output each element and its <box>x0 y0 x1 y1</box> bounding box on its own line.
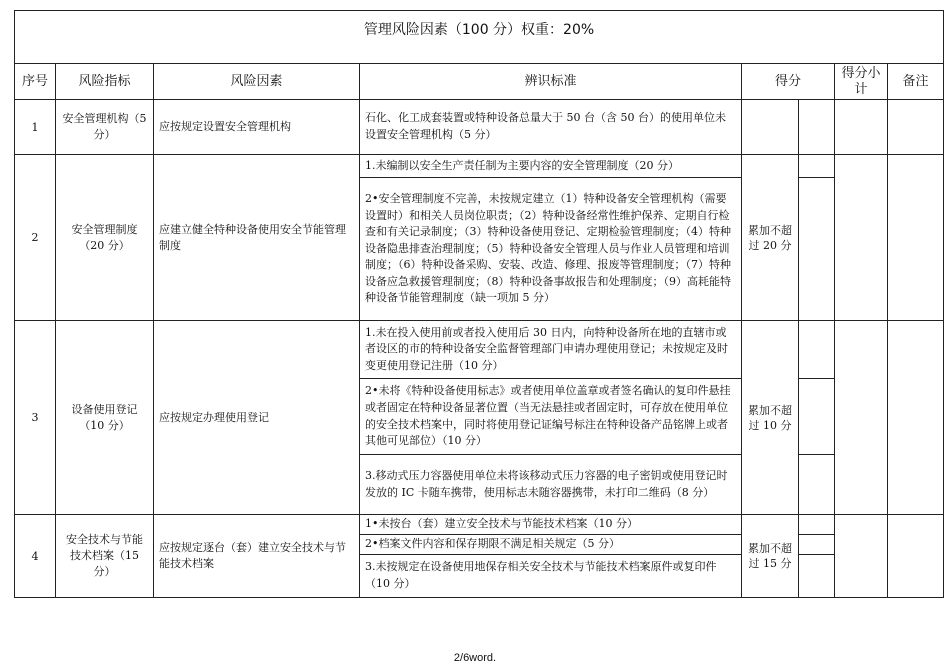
cumulative-limit <box>742 100 799 155</box>
cumulative-limit: 累加不超过 15 分 <box>742 515 799 598</box>
table-row <box>15 515 944 535</box>
header-remark: 备注 <box>888 64 944 100</box>
score-cell <box>799 155 835 178</box>
header-seq: 序号 <box>15 64 56 100</box>
remark-cell <box>888 515 944 598</box>
header-indicator: 风险指标 <box>56 64 154 100</box>
risk-table <box>14 10 944 598</box>
criteria-item: 1•未按台（套）建立安全技术与节能技术档案（10 分） <box>360 515 742 535</box>
criteria-item: 1.未在投入使用前或者投入使用后 30 日内，向特种设备所在地的直辖市或者设区的市的特种设备安全监督管理部门申请办理使用登记；未按规定及时变更使用登记注册（10 分） <box>360 321 742 379</box>
row-indicator: 安全管理制度（20 分） <box>56 155 154 321</box>
table-row <box>15 321 944 379</box>
row-seq: 3 <box>15 321 56 515</box>
subtotal-cell <box>835 515 888 598</box>
remark-cell <box>888 321 944 515</box>
row-indicator: 设备使用登记（10 分） <box>56 321 154 515</box>
cumulative-limit: 累加不超过 10 分 <box>742 321 799 515</box>
score-cell <box>799 100 835 155</box>
row-factor: 应按规定设置安全管理机构 <box>154 100 360 155</box>
criteria-item: 3.移动式压力容器使用单位未将该移动式压力容器的电子密钥或使用登记时发放的 IC 卡随车携带，使用标志未随容器携带，未打印二维码（8 分） <box>360 455 742 515</box>
score-cell <box>799 515 835 535</box>
table-row <box>15 100 944 155</box>
subtotal-cell <box>835 321 888 515</box>
criteria-item: 1.未编制以安全生产责任制为主要内容的安全管理制度（20 分） <box>360 155 742 178</box>
score-cell <box>799 321 835 379</box>
page-footer: 2/6word. <box>453 652 497 664</box>
row-seq: 4 <box>15 515 56 598</box>
cumulative-limit: 累加不超过 20 分 <box>742 155 799 321</box>
criteria-item: 石化、化工成套装置或特种设备总量大于 50 台（含 50 台）的使用单位未设置安全管理机构（5 分） <box>360 100 742 155</box>
row-seq: 1 <box>15 100 56 155</box>
score-cell <box>799 535 835 555</box>
risk-assessment-sheet <box>14 10 943 598</box>
remark-cell <box>888 155 944 321</box>
row-indicator: 安全技术与节能技术档案（15 分） <box>56 515 154 598</box>
subtotal-cell <box>835 100 888 155</box>
score-cell <box>799 455 835 515</box>
score-cell <box>799 178 835 321</box>
header-factor: 风险因素 <box>154 64 360 100</box>
table-title: 管理风险因素（100 分）权重：20% <box>15 11 944 64</box>
row-factor: 应建立健全特种设备使用安全节能管理制度 <box>154 155 360 321</box>
title-row <box>15 11 944 64</box>
row-indicator: 安全管理机构（5 分） <box>56 100 154 155</box>
row-factor: 应按规定逐台（套）建立安全技术与节能技术档案 <box>154 515 360 598</box>
row-factor: 应按规定办理使用登记 <box>154 321 360 515</box>
header-criteria: 辨识标准 <box>360 64 742 100</box>
criteria-item: 2•安全管理制度不完善，未按规定建立（1）特种设备安全管理机构（需要设置时）和相关人员岗位职责；（2）特种设备经常性维护保养、定期自行检查和有关记录制度；（3）特种设备使用登记、定期检验管理制度；（4）特种设备隐患排查治理制度；（5）特种设备安全管理人员与作业人员管理和培训制度；（6）特种设备采购、安装、改造、修理、报废等管理制度；（7）特种设备应急救援管理制度；（8）特种设备事故报告和处理制度；（9）高耗能特种设备节能管理制度（缺一项加 5 分） <box>360 178 742 321</box>
header-score: 得分 <box>742 64 835 100</box>
criteria-item: 3.未按规定在设备使用地保存相关安全技术与节能技术档案原件或复印件（10 分） <box>360 555 742 598</box>
header-row <box>15 64 944 100</box>
row-seq: 2 <box>15 155 56 321</box>
score-cell <box>799 555 835 598</box>
table-row <box>15 155 944 178</box>
criteria-item: 2•未将《特种设备使用标志》或者使用单位盖章或者签名确认的复印件悬挂或者固定在特种设备显著位置（当无法悬挂或者固定时，可存放在使用单位的安全技术档案中，同时将使用登记证编号标注在特种设备产品铭牌上或者其他可见部位）（10 分） <box>360 379 742 455</box>
score-cell <box>799 379 835 455</box>
subtotal-cell <box>835 155 888 321</box>
criteria-item: 2•档案文件内容和保存期限不满足相关规定（5 分） <box>360 535 742 555</box>
header-subtotal: 得分小计 <box>835 64 888 100</box>
remark-cell <box>888 100 944 155</box>
